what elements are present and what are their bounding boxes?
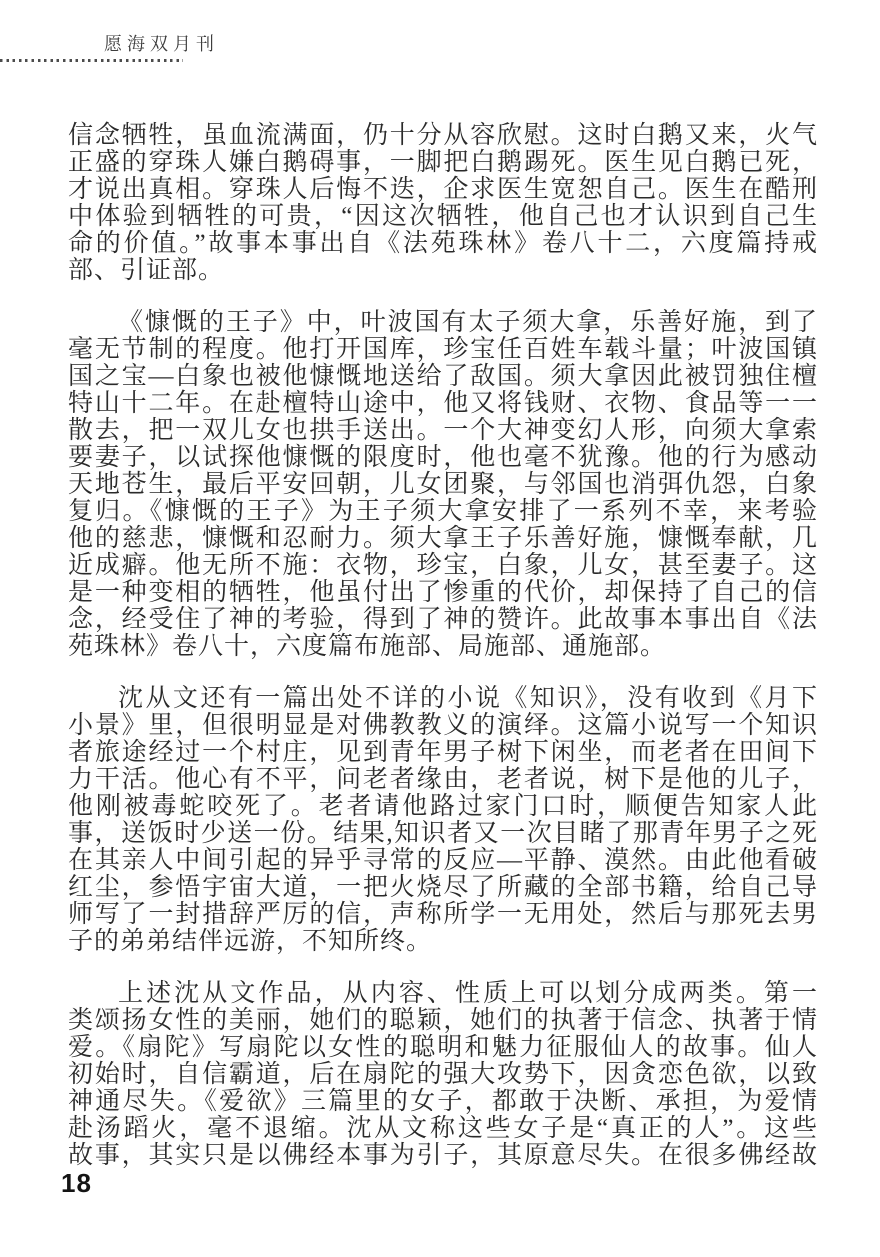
text-line: 类颂扬女性的美丽，她们的聪颖，她们的执著于信念、执著于情 — [68, 1007, 818, 1034]
paragraph — [68, 685, 818, 955]
paragraph — [68, 980, 818, 1169]
journal-title: 愿海双月刊 — [104, 34, 219, 54]
article-body — [68, 122, 818, 1194]
paragraph — [68, 122, 818, 284]
text-line: 在其亲人中间引起的异乎寻常的反应—平静、漠然。由此他看破 — [68, 847, 818, 874]
header-dotted-rule — [0, 59, 183, 62]
text-line: 事，送饭时少送一份。结果,知识者又一次目睹了那青年男子之死 — [68, 820, 818, 847]
text-line: 是一种变相的牺牲，他虽付出了惨重的代价，却保持了自己的信 — [68, 579, 818, 606]
text-line: 国之宝—白象也被他慷慨地送给了敌国。须大拿因此被罚独住檀 — [68, 363, 818, 390]
text-line: 子的弟弟结伴远游，不知所终。 — [68, 928, 433, 955]
text-line: 师写了一封措辞严厉的信，声称所学一无用处，然后与那死去男 — [68, 901, 818, 928]
text-line: 神通尽失。《爱欲》三篇里的女子，都敢于决断、承担，为爱情 — [68, 1088, 818, 1115]
text-line: 小景》里，但很明显是对佛教教义的演绎。这篇小说写一个知识 — [68, 712, 818, 739]
text-line: 上述沈从文作品，从内容、性质上可以划分成两类。第一 — [118, 980, 818, 1007]
text-line: 初始时，自信霸道，后在扇陀的强大攻势下，因贪恋色欲，以致 — [68, 1061, 818, 1088]
text-line: 天地苍生，最后平安回朝，儿女团聚，与邻国也消弭仇怨，白象 — [68, 471, 818, 498]
text-line: 要妻子，以试探他慷慨的限度时，他也毫不犹豫。他的行为感动 — [68, 444, 818, 471]
text-line: 复归。《慷慨的王子》为王子须大拿安排了一系列不幸，来考验 — [68, 498, 818, 525]
text-line: 才说出真相。穿珠人后悔不迭，企求医生宽恕自己。医生在酷刑 — [68, 176, 818, 203]
text-line: 近成癖。他无所不施：衣物，珍宝，白象，儿女，甚至妻子。这 — [68, 552, 818, 579]
text-line: 他刚被毒蛇咬死了。老者请他路过家门口时，顺便告知家人此 — [68, 793, 818, 820]
text-line: 者旅途经过一个村庄，见到青年男子树下闲坐，而老者在田间下 — [68, 739, 818, 766]
paragraph — [68, 309, 818, 660]
text-line: 苑珠林》卷八十，六度篇布施部、局施部、通施部。 — [68, 633, 667, 660]
text-line: 散去，把一双儿女也拱手送出。一个大神变幻人形，向须大拿索 — [68, 417, 818, 444]
page-number: 18 — [61, 1168, 92, 1198]
text-line: 他的慈悲，慷慨和忍耐力。须大拿王子乐善好施，慷慨奉献，几 — [68, 525, 818, 552]
text-line: 毫无节制的程度。他打开国库，珍宝任百姓车载斗量；叶波国镇 — [68, 336, 818, 363]
text-line: 正盛的穿珠人嫌白鹅碍事，一脚把白鹅踢死。医生见白鹅已死， — [68, 149, 818, 176]
text-line: 念，经受住了神的考验，得到了神的赞许。此故事本事出自《法 — [68, 606, 818, 633]
text-line: 命的价值。”故事本事出自《法苑珠林》卷八十二，六度篇持戒 — [68, 230, 818, 257]
text-line: 爱。《扇陀》写扇陀以女性的聪明和魅力征服仙人的故事。仙人 — [68, 1034, 818, 1061]
text-line: 信念牺牲，虽血流满面，仍十分从容欣慰。这时白鹅又来，火气 — [68, 122, 818, 149]
text-line: 力干活。他心有不平，问老者缘由，老者说，树下是他的儿子， — [68, 766, 818, 793]
text-line: 赴汤蹈火，毫不退缩。沈从文称这些女子是“真正的人”。这些 — [68, 1115, 818, 1142]
text-line: 中体验到牺牲的可贵，“因这次牺牲，他自己也才认识到自己生 — [68, 203, 818, 230]
text-line: 故事，其实只是以佛经本事为引子，其原意尽失。在很多佛经故 — [68, 1142, 818, 1169]
text-line: 红尘，参悟宇宙大道，一把火烧尽了所藏的全部书籍，给自己导 — [68, 874, 818, 901]
text-line: 特山十二年。在赴檀特山途中，他又将钱财、衣物、食品等一一 — [68, 390, 818, 417]
text-line: 沈从文还有一篇出处不详的小说《知识》，没有收到《月下 — [118, 685, 818, 712]
text-line: 《慷慨的王子》中，叶波国有太子须大拿，乐善好施，到了 — [118, 309, 818, 336]
text-line: 部、引证部。 — [68, 257, 225, 284]
